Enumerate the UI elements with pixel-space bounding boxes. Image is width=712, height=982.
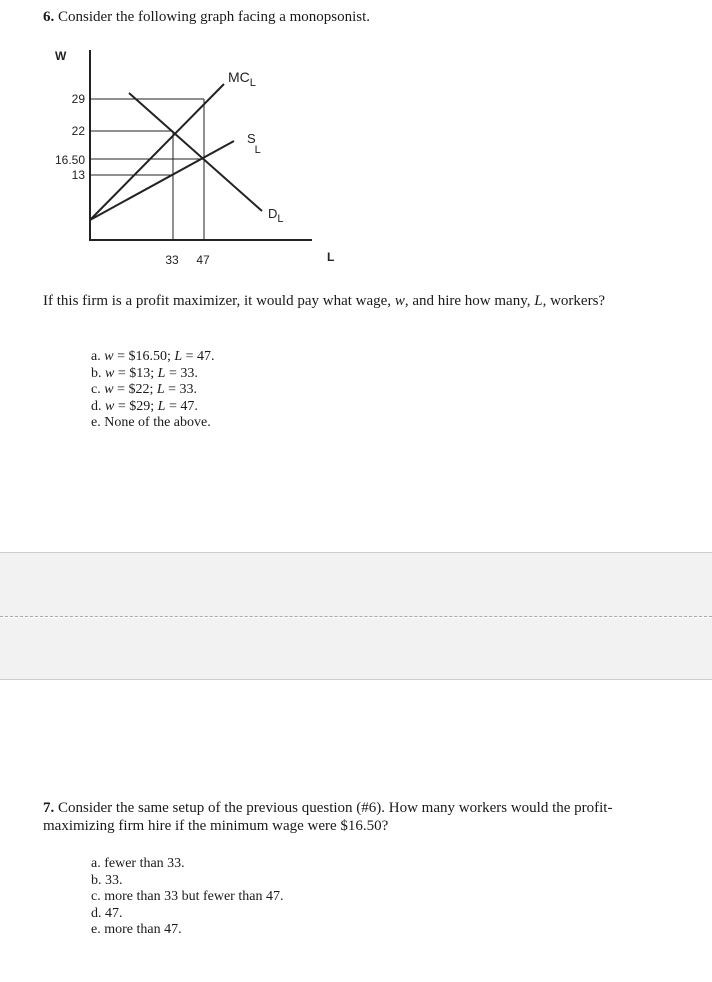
q7-choice-c[interactable]: c. more than 33 but fewer than 47. <box>91 889 284 905</box>
supply-curve <box>90 141 234 220</box>
supply-label: SL <box>247 131 261 156</box>
mc-label: $MC_L$ <box>228 69 256 89</box>
question-6-title <box>43 8 370 26</box>
question-6-number: 6. <box>43 9 55 25</box>
q6-choice-a[interactable]: a. w = $16.50; L = 47. <box>91 349 215 364</box>
y-tick-13: 13 <box>71 168 85 182</box>
question-7-choices <box>91 856 283 939</box>
question-6-choices <box>91 349 215 432</box>
q7-choice-e[interactable]: e. more than 47. <box>91 922 182 938</box>
demand-curve <box>129 93 262 211</box>
q7-choice-b[interactable]: b. 33. <box>91 872 123 888</box>
monopsony-graph <box>40 42 360 272</box>
q7-choice-d[interactable]: d. 47. <box>91 905 123 921</box>
separator-band-bottom <box>0 618 712 680</box>
q6-choice-b[interactable]: b. w = $13; L = 33. <box>91 365 198 381</box>
question-7-title <box>43 799 643 835</box>
q7-choice-a[interactable]: a. fewer than 33. <box>91 856 185 871</box>
question-6-prompt: If this firm is a profit maximizer, it would pay what wage, w, and hire how many, L, workers? <box>43 293 606 309</box>
y-axis-label: W <box>55 49 67 63</box>
q6-choice-c[interactable]: c. w = $22; L = 33. <box>91 382 198 398</box>
x-tick-33: 33 <box>165 253 179 267</box>
dashed-separator <box>0 616 712 617</box>
x-axis-label: L <box>327 250 335 264</box>
question-6-text: Consider the following graph facing a monopsonist. <box>58 9 371 25</box>
separator-band-top <box>0 552 712 617</box>
y-tick-16-50: 16.50 <box>54 153 85 167</box>
x-tick-47: 47 <box>196 253 210 267</box>
y-tick-29: 29 <box>71 92 85 106</box>
question-7-number: 7. <box>43 800 55 816</box>
question-7-text: Consider the same setup of the previous question (#6). How many workers would the profit-maximizing firm hire if the minimum wage were $16.50? <box>43 800 613 834</box>
q6-choice-d[interactable]: d. w = $29; L = 47. <box>91 398 198 414</box>
y-tick-22: 22 <box>71 124 85 138</box>
q6-choice-e[interactable]: e. None of the above. <box>91 415 211 431</box>
demand-label: $D_L$ <box>268 206 284 225</box>
